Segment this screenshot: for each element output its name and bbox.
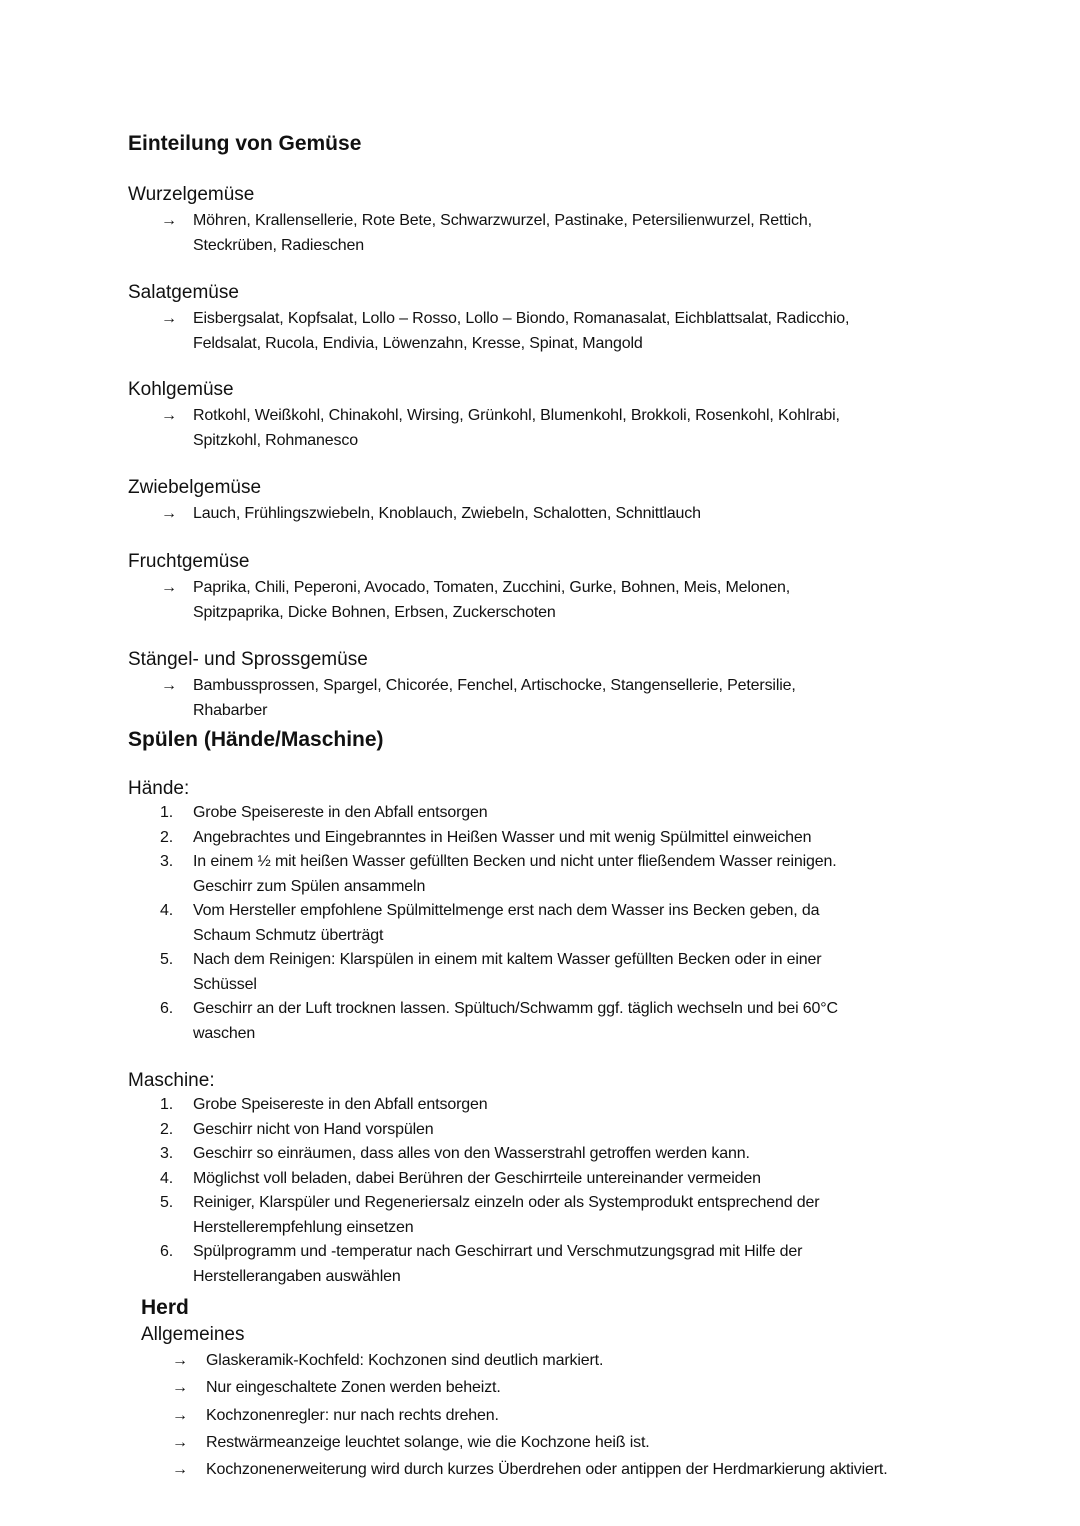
herd-list (128, 1347, 888, 1483)
list-number: 2. (160, 828, 174, 846)
vegetable-list-line: Steckrüben, Radieschen (193, 236, 365, 254)
list-number: 2. (160, 1120, 174, 1138)
herd-item (128, 1402, 888, 1429)
page-title: Einteilung von Gemüse (128, 132, 362, 155)
list-item (128, 826, 838, 851)
list-item-line: Geschirr zum Spülen ansammeln (193, 877, 426, 895)
vegetable-list (128, 307, 849, 356)
herd-item-text: Glaskeramik-Kochfeld: Kochzonen sind deutlich markiert. (206, 1352, 604, 1369)
vegetable-list (128, 209, 812, 258)
list-item-line: Grobe Speisereste in den Abfall entsorgen (193, 1096, 488, 1113)
vegetable-list (128, 576, 790, 625)
list-number: 6. (160, 1000, 174, 1017)
vegetable-category: Salatgemüse (128, 282, 239, 303)
list-item (128, 801, 838, 826)
maschine-list (128, 1093, 819, 1289)
vegetable-list-line: Spitzpaprika, Dicke Bohnen, Erbsen, Zuckerschoten (193, 603, 556, 621)
vegetable-category: Wurzelgemüse (128, 184, 255, 205)
list-item (128, 1142, 819, 1167)
list-item-line: Spülprogramm und -temperatur nach Geschirrart und Verschmutzungsgrad mit Hilfe der (193, 1243, 803, 1260)
vegetable-category: Stängel- und Sprossgemüse (128, 649, 368, 670)
maschine-section (128, 1069, 819, 1289)
vegetable-list-line: Rotkohl, Weißkohl, Chinakohl, Wirsing, Grünkohl, Blumenkohl, Brokkoli, Rosenkohl, Kohlrabi, (193, 407, 840, 424)
haende-list (128, 801, 838, 1046)
list-item-line: Vom Hersteller empfohlene Spülmittelmenge erst nach dem Wasser ins Becken geben, da (193, 902, 820, 919)
vegetable-list-line: Lauch, Frühlingszwiebeln, Knoblauch, Zwiebeln, Schalotten, Schnittlauch (193, 505, 701, 522)
vegetable-section (128, 476, 701, 527)
list-number: 6. (160, 1243, 174, 1260)
list-item (128, 850, 838, 899)
arrow-icon: → (172, 1352, 188, 1369)
vegetable-category: Zwiebelgemüse (128, 477, 262, 498)
list-number: 4. (160, 1169, 174, 1187)
list-item-line: Geschirr so einräumen, dass alles von den Wasserstrahl getroffen werden kann. (193, 1145, 750, 1162)
list-number: 4. (160, 902, 174, 919)
list-item-line: Schüssel (193, 975, 257, 993)
arrow-icon: → (172, 1406, 188, 1424)
arrow-icon: → (161, 505, 177, 522)
herd-item-text: Nur eingeschaltete Zonen werden beheizt. (206, 1379, 501, 1397)
vegetable-list-line: Feldsalat, Rucola, Endivia, Löwenzahn, Kresse, Spinat, Mangold (193, 334, 643, 352)
vegetable-list-line: Paprika, Chili, Peperoni, Avocado, Tomaten, Zucchini, Gurke, Bohnen, Meis, Melonen, (193, 579, 791, 596)
haende-section (128, 777, 838, 1046)
vegetable-list-line: Spitzkohl, Rohmanesco (193, 431, 358, 449)
list-item-line: Reiniger, Klarspüler und Regeneriersalz einzeln oder als Systemprodukt entsprechend der (193, 1194, 820, 1211)
haende-label: Hände: (128, 778, 190, 799)
list-item-line: Nach dem Reinigen: Klarspülen in einem mit kaltem Wasser gefüllten Becken oder in einer (193, 951, 822, 968)
list-item (128, 899, 838, 948)
vegetable-section (128, 281, 849, 356)
list-number: 3. (160, 853, 174, 870)
vegetable-section (128, 183, 812, 258)
list-item-line: waschen (193, 1024, 256, 1042)
herd-item (128, 1347, 888, 1374)
herd-item-text: Kochzonenerweiterung wird durch kurzes Überdrehen oder antippen der Herdmarkierung aktiviert. (206, 1461, 888, 1479)
maschine-label: Maschine: (128, 1070, 215, 1091)
arrow-icon: → (161, 310, 177, 327)
list-number: 5. (160, 951, 174, 968)
list-item (128, 1167, 819, 1192)
list-item-line: Herstellerempfehlung einsetzen (193, 1218, 414, 1236)
vegetable-list (128, 674, 796, 723)
arrow-icon: → (172, 1379, 188, 1397)
list-item (128, 1240, 819, 1289)
list-item-line: Möglichst voll beladen, dabei Berühren der Geschirrteile untereinander vermeiden (193, 1169, 761, 1187)
vegetable-list (128, 502, 701, 527)
vegetable-list-line: Möhren, Krallensellerie, Rote Bete, Schwarzwurzel, Pastinake, Petersilienwurzel, Rettich, (193, 212, 812, 229)
arrow-icon: → (161, 407, 177, 424)
vegetable-list-line: Eisbergsalat, Kopfsalat, Lollo – Rosso, Lollo – Biondo, Romanasalat, Eichblattsalat, Radicchio, (193, 310, 850, 327)
list-item-line: Angebrachtes und Eingebranntes in Heißen Wasser und mit wenig Spülmittel einweichen (193, 828, 812, 846)
arrow-icon: → (172, 1461, 188, 1479)
list-item-line: Herstellerangaben auswählen (193, 1267, 401, 1285)
list-item-line: In einem ½ mit heißen Wasser gefüllten Becken und nicht unter fließendem Wasser reinigen. (193, 853, 837, 870)
vegetable-category: Kohlgemüse (128, 379, 234, 400)
arrow-icon: → (172, 1433, 188, 1451)
list-item (128, 997, 838, 1046)
vegetable-category: Fruchtgemüse (128, 551, 250, 572)
list-item-line: Grobe Speisereste in den Abfall entsorgen (193, 804, 488, 821)
list-number: 1. (160, 804, 174, 821)
list-item-line: Schaum Schmutz überträgt (193, 926, 384, 944)
vegetable-section (128, 550, 790, 625)
vegetable-section (128, 648, 796, 723)
vegetable-list-line: Bambussprossen, Spargel, Chicorée, Fenchel, Artischocke, Stangensellerie, Petersilie, (193, 677, 796, 694)
arrow-icon: → (161, 212, 177, 229)
herd-item (128, 1456, 888, 1483)
list-item (128, 1093, 819, 1118)
list-item-line: Geschirr an der Luft trocknen lassen. Spültuch/Schwamm ggf. täglich wechseln und bei 60°C (193, 1000, 838, 1017)
herd-item (128, 1429, 888, 1456)
arrow-icon: → (161, 677, 177, 694)
list-item (128, 948, 838, 997)
herd-item-text: Restwärmeanzeige leuchtet solange, wie die Kochzone heiß ist. (206, 1433, 650, 1451)
herd-section (128, 1295, 888, 1483)
list-item-line: Geschirr nicht von Hand vorspülen (193, 1120, 434, 1138)
herd-item-text: Kochzonenregler: nur nach rechts drehen. (206, 1406, 499, 1424)
arrow-icon: → (161, 579, 177, 596)
herd-title: Herd (141, 1296, 189, 1319)
list-item (128, 1191, 819, 1240)
herd-subtitle: Allgemeines (141, 1324, 245, 1345)
vegetable-list (128, 404, 840, 453)
herd-item (128, 1374, 888, 1401)
section-title-spuelen: Spülen (Hände/Maschine) (128, 728, 384, 751)
list-number: 5. (160, 1194, 174, 1211)
vegetable-list-line: Rhabarber (193, 701, 268, 719)
list-item (128, 1118, 819, 1143)
list-number: 3. (160, 1145, 174, 1162)
list-number: 1. (160, 1096, 174, 1113)
vegetable-section (128, 378, 840, 453)
